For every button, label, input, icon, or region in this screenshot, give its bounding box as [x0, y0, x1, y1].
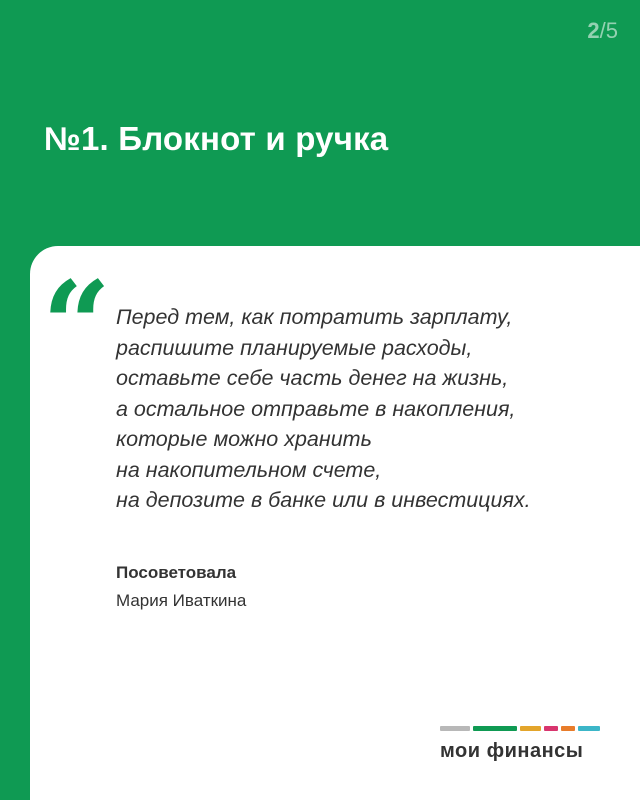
slide-title: №1. Блокнот и ручка — [44, 120, 389, 157]
quote-line: на накопительном счете, — [116, 457, 382, 482]
brand-logo — [440, 726, 600, 763]
quote-line: Перед тем, как потратить зарплату, — [116, 305, 513, 329]
quote-text — [116, 302, 531, 516]
quote-mark-icon: “ — [42, 255, 112, 396]
logo-bar-segment — [473, 726, 517, 731]
quote-line: распишите планируемые расходы, — [116, 335, 473, 360]
quote-line: оставьте себе часть денег на жизнь, — [116, 366, 509, 390]
logo-text: мои финансы — [440, 740, 584, 762]
quote-line: а остальное отправьте в накопления, — [116, 396, 516, 421]
logo-bar-segment — [440, 726, 470, 731]
quote-line: на депозите в банке или в инвестициях. — [116, 488, 531, 512]
page-separator: / — [599, 18, 606, 43]
quote-card — [30, 246, 640, 800]
logo-bar-segment — [544, 726, 558, 731]
logo-bar-segment — [561, 726, 575, 731]
logo-bar-segment — [520, 726, 542, 731]
quote-line: которые можно хранить — [116, 427, 372, 451]
logo-bar-segment — [578, 726, 600, 731]
author-name: Мария Иваткина — [116, 591, 247, 610]
page-total: 5 — [605, 18, 618, 43]
author-title: Посоветовала — [116, 563, 237, 582]
page-indicator — [587, 18, 618, 44]
page-current: 2 — [587, 18, 600, 43]
logo-color-bar — [440, 726, 600, 731]
